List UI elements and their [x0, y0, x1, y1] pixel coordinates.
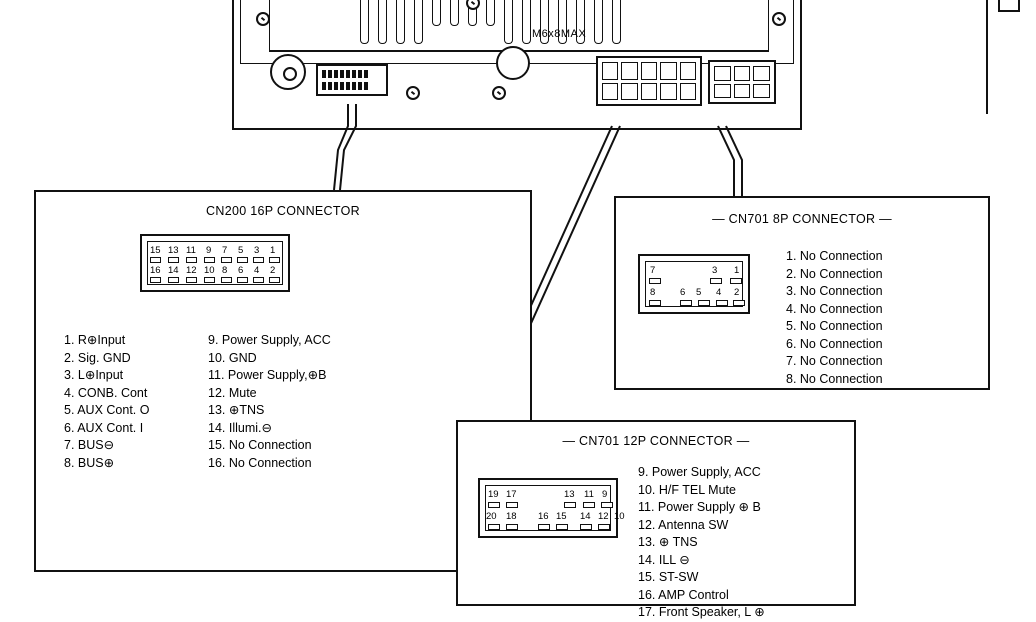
- chassis-screw: [406, 86, 420, 100]
- pin-row: 5. No Connection: [786, 319, 883, 333]
- heatsink-fin: [504, 0, 513, 44]
- chassis-heatsink-shelf: [269, 0, 769, 52]
- cn701-8p-header-drawing: 7 3 1 8 6 5 4 2: [638, 254, 750, 314]
- pin-row: 8. BUS⊕: [64, 455, 115, 470]
- chassis-screw: [256, 12, 270, 26]
- pin-row: 14. Illumi.⊖: [208, 420, 272, 435]
- panel-cn701-12p: [456, 420, 856, 619]
- heatsink-fin: [594, 0, 603, 44]
- heatsink-fin: [360, 0, 369, 44]
- panel-title-cn200: CN200 16P CONNECTOR: [206, 204, 360, 218]
- heatsink-fin: [432, 0, 441, 26]
- pin-row: 8. No Connection: [786, 371, 883, 386]
- pin-row: 2. No Connection: [786, 266, 883, 281]
- cn200-pin-list-right: [208, 332, 331, 472]
- chassis-connector-cn200: [316, 64, 388, 96]
- pin-row: 12. Mute: [208, 385, 257, 400]
- pin-row: 16. AMP Control: [638, 587, 729, 602]
- pin-row: 15. No Connection: [208, 438, 312, 452]
- chassis-connector-cn701-8p: [708, 60, 776, 104]
- pin-row: 17. Front Speaker, L ⊕: [638, 605, 765, 619]
- cn701-12p-header-drawing: 19 17 13 11 9 20 18 16 15 14 12 10: [478, 478, 618, 538]
- pin-row: 3. L⊕Input: [64, 368, 124, 382]
- cn701-8p-pin-list: [786, 248, 883, 388]
- heatsink-fin: [522, 0, 531, 44]
- panel-cn701-8p: [614, 196, 990, 390]
- pin-row: 10. H/F TEL Mute: [638, 482, 736, 497]
- pin-row: 3. No Connection: [786, 284, 883, 298]
- pin-row: 13. ⊕TNS: [208, 403, 265, 417]
- pin-row: 1. No Connection: [786, 249, 883, 263]
- pin-row: 9. Power Supply, ACC: [638, 465, 761, 479]
- pin-row: 6. AUX Cont. I: [64, 420, 144, 435]
- head-unit-chassis: [232, 0, 802, 130]
- cn701-12p-pin-list: [638, 464, 765, 622]
- heatsink-fin: [486, 0, 495, 26]
- pin-row: 13. ⊕ TNS: [638, 535, 698, 549]
- pin-row: 6. No Connection: [786, 336, 883, 351]
- pin-row: 10. GND: [208, 350, 257, 365]
- heatsink-fin: [396, 0, 405, 44]
- pin-row: 1. R⊕Input: [64, 333, 126, 347]
- pin-row: 5. AUX Cont. O: [64, 403, 150, 417]
- pin-row: 16. No Connection: [208, 455, 312, 470]
- chassis-grommet: [270, 54, 306, 90]
- heatsink-fin: [450, 0, 459, 26]
- chassis-side-bracket: [986, 0, 1036, 114]
- pin-row: 4. No Connection: [786, 301, 883, 316]
- pin-row: 9. Power Supply, ACC: [208, 333, 331, 347]
- pin-row: 7. BUS⊖: [64, 438, 115, 452]
- pin-row: 7. No Connection: [786, 354, 883, 368]
- panel-title-cn701-8p: — CN701 8P CONNECTOR —: [712, 212, 892, 226]
- pin-row: 15. ST-SW: [638, 570, 699, 584]
- pin-row: 11. Power Supply ⊕ B: [638, 500, 761, 514]
- pin-row: 11. Power Supply,⊕B: [208, 368, 327, 382]
- cn200-pin-list-left: [64, 332, 149, 472]
- pin-row: 4. CONB. Cont: [64, 385, 148, 400]
- chassis-screw: [492, 86, 506, 100]
- panel-title-cn701-12p: — CN701 12P CONNECTOR —: [562, 434, 750, 448]
- heatsink-fin: [612, 0, 621, 44]
- cn200-header-drawing: 15 13 11 9 7 5 3 1 16 14 12 10 8 6 4 2: [140, 234, 290, 292]
- heatsink-fin: [378, 0, 387, 44]
- chassis-connector-cn701-12p: [596, 56, 702, 106]
- screw-spec-label: M6x8MAX: [532, 28, 587, 40]
- chassis-hole: [496, 46, 530, 80]
- pin-row: 12. Antenna SW: [638, 517, 729, 532]
- pin-row: 2. Sig. GND: [64, 350, 131, 365]
- pin-row: 14. ILL ⊖: [638, 552, 690, 567]
- chassis-screw: [772, 12, 786, 26]
- heatsink-fin: [414, 0, 423, 44]
